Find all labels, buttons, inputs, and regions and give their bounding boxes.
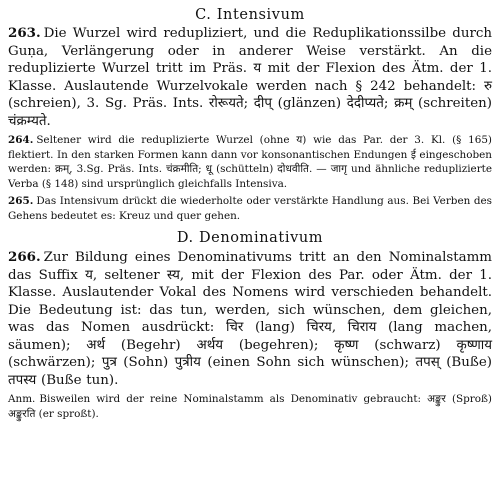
paragraph-number: 263. [8, 25, 41, 41]
section-heading-denominativum: D. Denominativum [176, 230, 324, 246]
paragraph-264 [8, 133, 492, 191]
annotation [8, 392, 492, 421]
paragraph-266 [8, 249, 492, 389]
annotation-label: Anm. [8, 393, 36, 405]
annotation-text: Bisweilen wird der reine Nominalstamm als Denominativ gebraucht: अङ्कुर (Sproß) अङ्कुरति (er sproßt). [8, 393, 492, 420]
paragraph-number: 266. [8, 249, 41, 265]
paragraph-text: Seltener wird die reduplizierte Wurzel (ohne य) wie das Par. der 3. Kl. (§ 165) flektiert. In den starken Formen kann dann vor konsonantischen Endungen ई eingeschoben werden: क्रम्, 3.Sg. Präs. Ints. चंक्रमीति; धू (schütteln) दोधवीति. — जागृ und ähnliche reduplizierte Verba (§ 148) sind ursprünglich gleichfalls Intensiva. [8, 134, 492, 190]
section-heading-intensivum: C. Intensivum [195, 7, 305, 23]
paragraph-text: Die Wurzel wird redupliziert, und die Reduplikationssilbe durch Guṇa, Verlängerung oder in anderer Weise verstärkt. An die reduplizierte Wurzel tritt im Präs. य mit der Flexion des Ätm. der 1. Klasse. Auslautende Wurzelvokale werden nach § 242 behandelt: रु (schreien), 3. Sg. Präs. Ints. रोरूयते; दीप् (glänzen) देदीप्यते; क्रम् (schreiten) चंक्रम्यते. [8, 26, 492, 129]
paragraph-263 [8, 25, 492, 130]
paragraph-text: Zur Bildung eines Denominativums tritt an den Nominalstamm das Suffix य, seltener स्य, mit der Flexion des Par. oder Ätm. der 1. Klasse. Auslautender Vokal des Nomens wird verschieden behandelt. Die Bedeutung ist: das tun, werden, sich wünschen, dem gleichen, was das Nomen ausdrückt: चिर (lang) चिरय, चिराय (lang machen, säumen); अर्थ (Begehr) अर्थय (begehren); कृष्ण (schwarz) कृष्णाय (schwärzen); पुत्र (Sohn) पुत्रीय (einen Sohn sich wünschen); तपस् (Buße) तपस्य (Buße tun). [8, 250, 492, 388]
paragraph-text: Das Intensivum drückt die wiederholte oder verstärkte Handlung aus. Bei Verben des Gehens bedeutet es: Kreuz und quer gehen. [8, 195, 492, 222]
paragraph-265 [8, 194, 492, 223]
paragraph-number: 265. [8, 195, 34, 207]
paragraph-number: 264. [8, 134, 34, 146]
